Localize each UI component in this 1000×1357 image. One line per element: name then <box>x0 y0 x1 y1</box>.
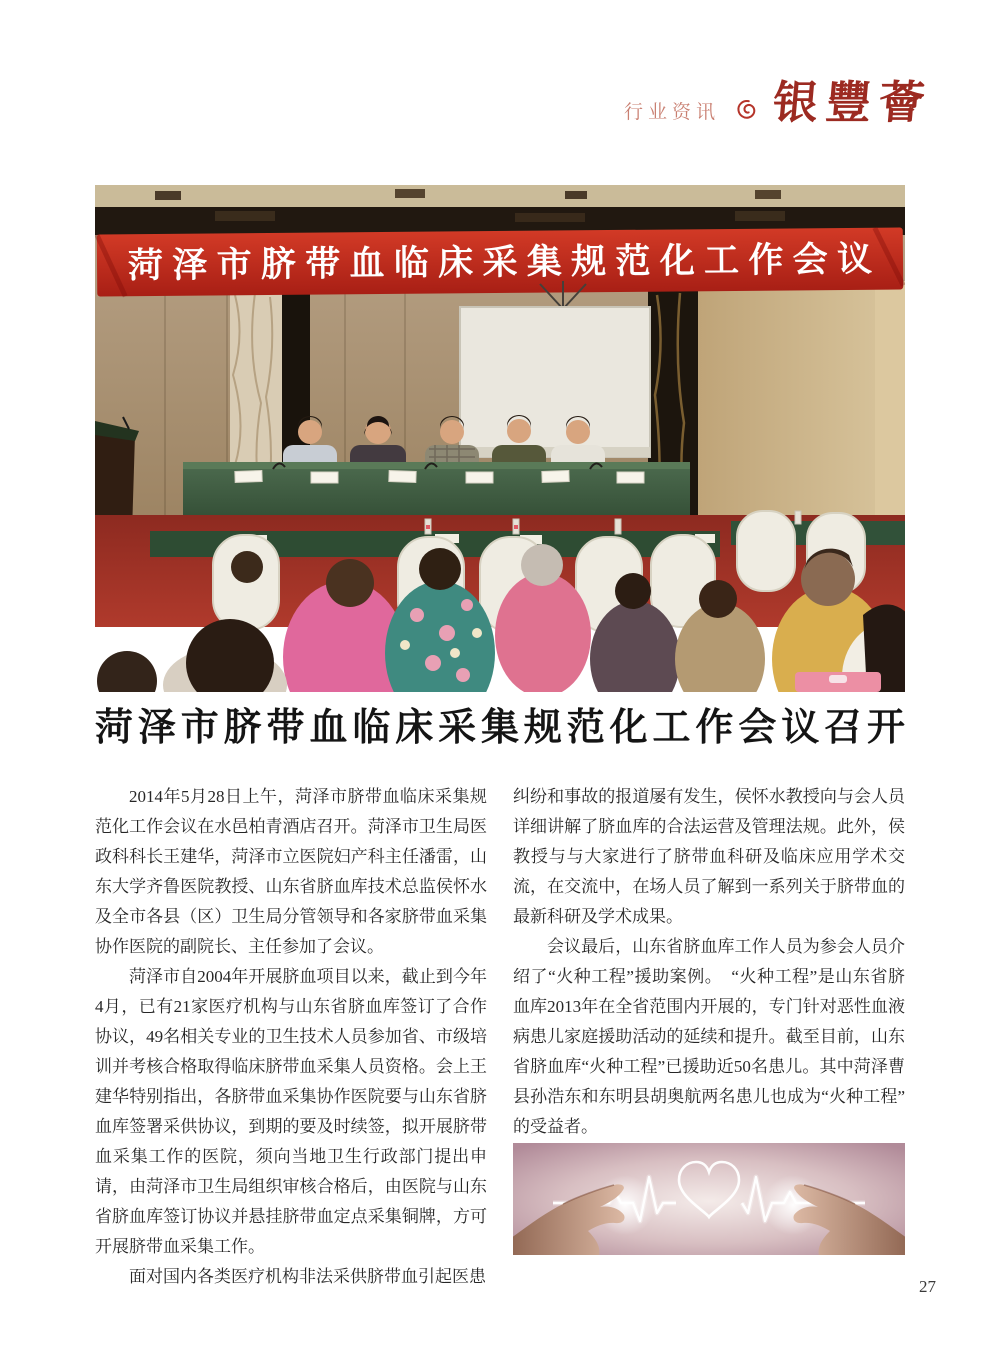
photo-banner <box>97 227 904 296</box>
article-headline: 菏泽市脐带血临床采集规范化工作会议召开 <box>95 707 905 749</box>
paragraph: 2014年5月28日上午，菏泽市脐带血临床采集规范化工作会议在水邑柏青酒店召开。菏泽市卫生局医政科科长王建华，菏泽市立医院妇产科主任潘雷，山东大学齐鲁医院教授、山东省脐血库技术总监侯怀水及全市各县（区）卫生局分管领导和各家脐带血采集协作医院的副院长、主任参加了会议。 <box>95 787 487 956</box>
projection-screen <box>460 281 650 457</box>
paragraph: 菏泽市自2004年开展脐血项目以来，截止到今年4月，已有21家医疗机构与山东省脐血库签订了合作协议，49名相关专业的卫生技术人员参加省、市级培训并考核合格取得临床脐带血采集人员资格。会上王建华特别指出，各脐带血采集协作医院要与山东省脐血库签署采供协议，到期的要及时续签，拟开展脐带血采集工作的医院，须向当地卫生行政部门提出申请，由菏泽市卫生局组织审核合格后，由医院与山东省脐血库签订协议并悬挂脐带血定点采集铜牌，方可开展脐带血采集工作。 <box>95 967 487 1256</box>
conference-photo <box>95 185 905 692</box>
paragraph: 面对国内各类医疗机构非法采供脐带血引起医患 <box>129 1267 486 1286</box>
paragraph: 会议最后，山东省脐血库工作人员为参会人员介绍了“火种工程”援助案例。 “火种工程”是山东省脐血库2013年在全省范围内开展的，专门针对恶性血液病患儿家庭援助活动的延续和提升。截至目前，山东省脐血库“火种工程”已援助近50名患儿。其中菏泽曹县孙浩东和东明县胡奥航两名患儿也成为“火种工程”的受益者。 <box>513 937 905 1136</box>
magazine-logo: 银豐薈 <box>770 77 935 128</box>
page-number: 27 <box>919 1277 936 1296</box>
spiral-swirl-icon <box>733 96 760 123</box>
section-label: 行业资讯 <box>623 101 720 123</box>
paragraph-continuation: 纠纷和事故的报道屡有发生，侯怀水教授向与会人员详细讲解了脐血库的合法运营及管理法规。此外，侯教授与与大家进行了脐带血科研及临床应用学术交流，在交流中，在场人员了解到一系列关于脐带血的最新科研及学术成果。 <box>513 787 905 926</box>
fire-seed-project-image <box>513 1143 905 1255</box>
left-column <box>95 782 487 1292</box>
banner-text: 菏泽市脐带血临床采集规范化工作会议 <box>127 239 873 286</box>
magazine-header <box>623 74 935 132</box>
